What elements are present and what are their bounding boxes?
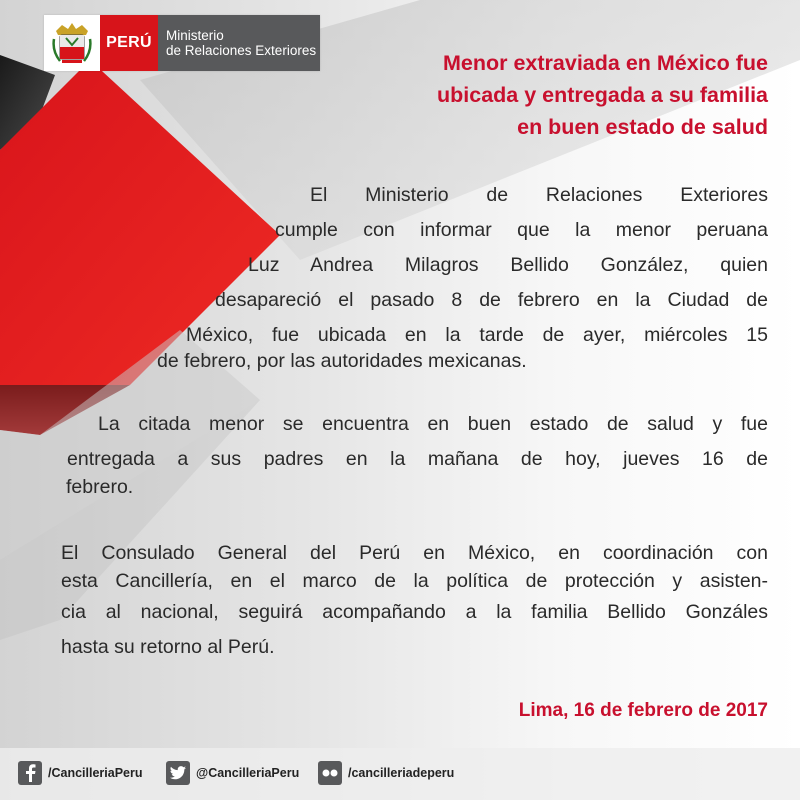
headline xyxy=(328,47,768,143)
paragraph-1-line: Luz Andrea Milagros Bellido González, quien xyxy=(248,254,768,276)
flickr-handle: /cancilleriadeperu xyxy=(348,766,455,780)
facebook-link[interactable] xyxy=(18,759,143,787)
paragraph-1-line: México, fue ubicada en la tarde de ayer, miércoles 15 xyxy=(186,324,768,346)
facebook-handle: /CancilleriaPeru xyxy=(48,766,143,780)
paragraph-3-line: cia al nacional, seguirá acompañando a la familia Bellido Gonzáles xyxy=(61,601,768,623)
paragraph-1-line: desapareció el pasado 8 de febrero en la Ciudad de xyxy=(215,289,768,311)
headline-line-1: Menor extraviada en México fue xyxy=(443,51,768,75)
twitter-icon xyxy=(166,761,190,785)
paragraph-1-line: de febrero, por las autoridades mexicanas. xyxy=(157,350,527,372)
flickr-icon xyxy=(318,761,342,785)
ministry-name xyxy=(158,15,320,71)
country-name: PERÚ xyxy=(100,15,158,71)
ministry-logo xyxy=(44,15,320,71)
facebook-icon xyxy=(18,761,42,785)
paragraph-3-line: esta Cancillería, en el marco de la política de protección y asisten- xyxy=(61,570,768,592)
ministry-line-2: de Relaciones Exteriores xyxy=(166,43,317,58)
paragraph-2-line: febrero. xyxy=(66,476,134,498)
flickr-link[interactable] xyxy=(318,759,454,787)
headline-line-3: en buen estado de salud xyxy=(517,115,768,139)
headline-line-2: ubicada y entregada a su familia xyxy=(437,83,768,107)
paragraph-2-line: entregada a sus padres en la mañana de hoy, jueves 16 de xyxy=(67,448,768,470)
twitter-link[interactable] xyxy=(166,759,299,787)
paragraph-3-line: El Consulado General del Perú en México, en coordinación con xyxy=(61,542,768,564)
coat-of-arms-icon xyxy=(44,15,100,71)
paragraph-1-line: El Ministerio de Relaciones Exteriores xyxy=(310,184,768,206)
twitter-handle: @CancilleriaPeru xyxy=(196,766,300,780)
paragraph-1-line: cumple con informar que la menor peruana xyxy=(275,219,768,241)
dateline: Lima, 16 de febrero de 2017 xyxy=(518,700,768,721)
paragraph-2-line: La citada menor se encuentra en buen estado de salud y fue xyxy=(98,413,768,435)
paragraph-3-line: hasta su retorno al Perú. xyxy=(61,636,275,658)
ministry-line-1: Ministerio xyxy=(166,28,224,43)
